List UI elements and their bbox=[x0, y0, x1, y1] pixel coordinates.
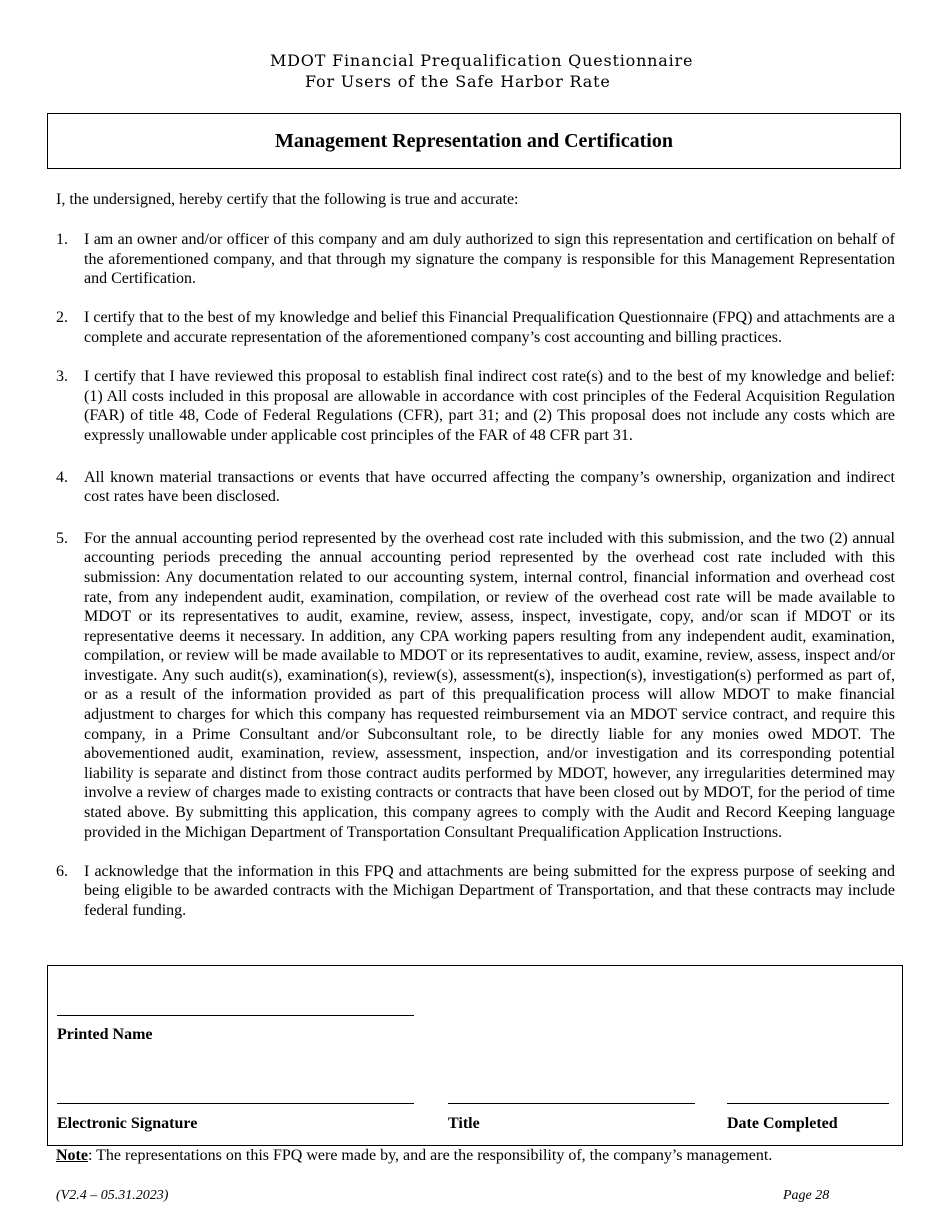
date-completed-label: Date Completed bbox=[727, 1115, 838, 1132]
item-number: 6. bbox=[56, 862, 68, 880]
title-line[interactable] bbox=[448, 1103, 695, 1104]
item-text: All known material transactions or events that have occurred affecting the company’s ownership, organization and indirect cost rates have been disclosed. bbox=[84, 468, 895, 506]
item-number: 5. bbox=[56, 529, 68, 547]
item-text: I certify that to the best of my knowledge and belief this Financial Prequalification Questionnaire (FPQ) and attachments are a complete and accurate representation of the aforementioned company’s cost accounting and billing practices. bbox=[84, 309, 895, 346]
list-item bbox=[56, 308, 895, 347]
header-subtitle: For Users of the Safe Harbor Rate bbox=[305, 72, 611, 91]
item-text: For the annual accounting period represented by the overhead cost rate included with this submission, and the two (2) annual accounting periods preceding the annual accounting period represented by the overhead cost rate included with this submission: Any documentation related to our accounting system, internal control, financial information and overhead cost rate, from any independent audit, examination, compilation, or review of the overhead cost rate will be made available to MDOT or its representatives to audit, examine, review, assess, inspect, investigate, copy, and/or scan if MDOT or its representative deems it necessary. In addition, any CPA working papers resulting from any independent audit, examination, compilation, or review will be made available to MDOT or its representatives to audit, examine, review, assess, inspect and/or investigate. Any such audit(s), examination(s), review(s), assessment(s), inspection(s), investigation(s) performed as part of, or as a result of the information provided as part of this prequalification process will allow MDOT to make financial adjustment to charges for which this company has requested reimbursement via an MDOT service contract, and require this company, in a Prime Consultant and/or Subconsultant role, to be directly liable for any monies owed MDOT. The abovementioned audit, examination, review, assessment, inspection, and/or investigation and its corresponding potential liability is separate and distinct from those contract audits performed by MDOT, however, any irregularities determined may involve a review of charges made to existing contracts or contracts that have been closed out by MDOT, for the period of time stated above. By submitting this application, this company agrees to comply with the Audit and Record Keeping language provided in the Michigan Department of Transportation Consultant Prequalification Application Instructions. bbox=[84, 529, 895, 841]
section-title: Management Representation and Certification bbox=[275, 129, 673, 152]
certification-list bbox=[56, 230, 895, 921]
version-footer: (V2.4 – 05.31.2023) bbox=[56, 1188, 169, 1203]
item-text: I acknowledge that the information in this FPQ and attachments are being submitted for the express purpose of seeking and being eligible to be awarded contracts with the Michigan Department of Transportation, and that these contracts may include federal funding. bbox=[84, 862, 895, 919]
item-number: 3. bbox=[56, 368, 68, 386]
page-number: Page 28 bbox=[783, 1188, 830, 1203]
electronic-signature-line[interactable] bbox=[57, 1103, 414, 1104]
title-label: Title bbox=[448, 1115, 480, 1132]
signature-box bbox=[47, 965, 903, 1146]
header-title: MDOT Financial Prequalification Questionnaire bbox=[270, 51, 694, 70]
list-item bbox=[56, 367, 895, 445]
item-text: I certify that I have reviewed this proposal to establish final indirect cost rate(s) and to the best of my knowledge and belief: (1) All costs included in this proposal are allowable in accordance with cost principles of the Federal Acquisition Regulation (FAR) of title 48, Code of Federal Regulations (CFR), part 31; and (2) This proposal does not include any costs which are expressly unallowable under applicable cost principles of the FAR of 48 CFR part 31. bbox=[84, 368, 895, 444]
note-text bbox=[56, 1146, 772, 1166]
section-title-box bbox=[47, 113, 901, 169]
note-label: Note bbox=[56, 1147, 88, 1164]
list-item bbox=[56, 230, 895, 289]
list-item bbox=[56, 529, 895, 843]
list-item bbox=[56, 862, 895, 921]
item-number: 2. bbox=[56, 309, 68, 327]
printed-name-line[interactable] bbox=[57, 1015, 414, 1016]
printed-name-label: Printed Name bbox=[57, 1026, 153, 1043]
electronic-signature-label: Electronic Signature bbox=[57, 1115, 198, 1132]
intro-text: I, the undersigned, hereby certify that the following is true and accurate: bbox=[56, 191, 519, 208]
item-number: 4. bbox=[56, 468, 68, 486]
item-number: 1. bbox=[56, 231, 68, 248]
item-text: I am an owner and/or officer of this company and am duly authorized to sign this representation and certification on behalf of the aforementioned company, and that through my signature the company is responsible for this Management Representation and Certification. bbox=[84, 231, 895, 288]
list-item bbox=[56, 468, 895, 507]
date-completed-line[interactable] bbox=[727, 1103, 889, 1104]
note-body: : The representations on this FPQ were made by, and are the responsibility of, the company’s management. bbox=[87, 1147, 773, 1164]
